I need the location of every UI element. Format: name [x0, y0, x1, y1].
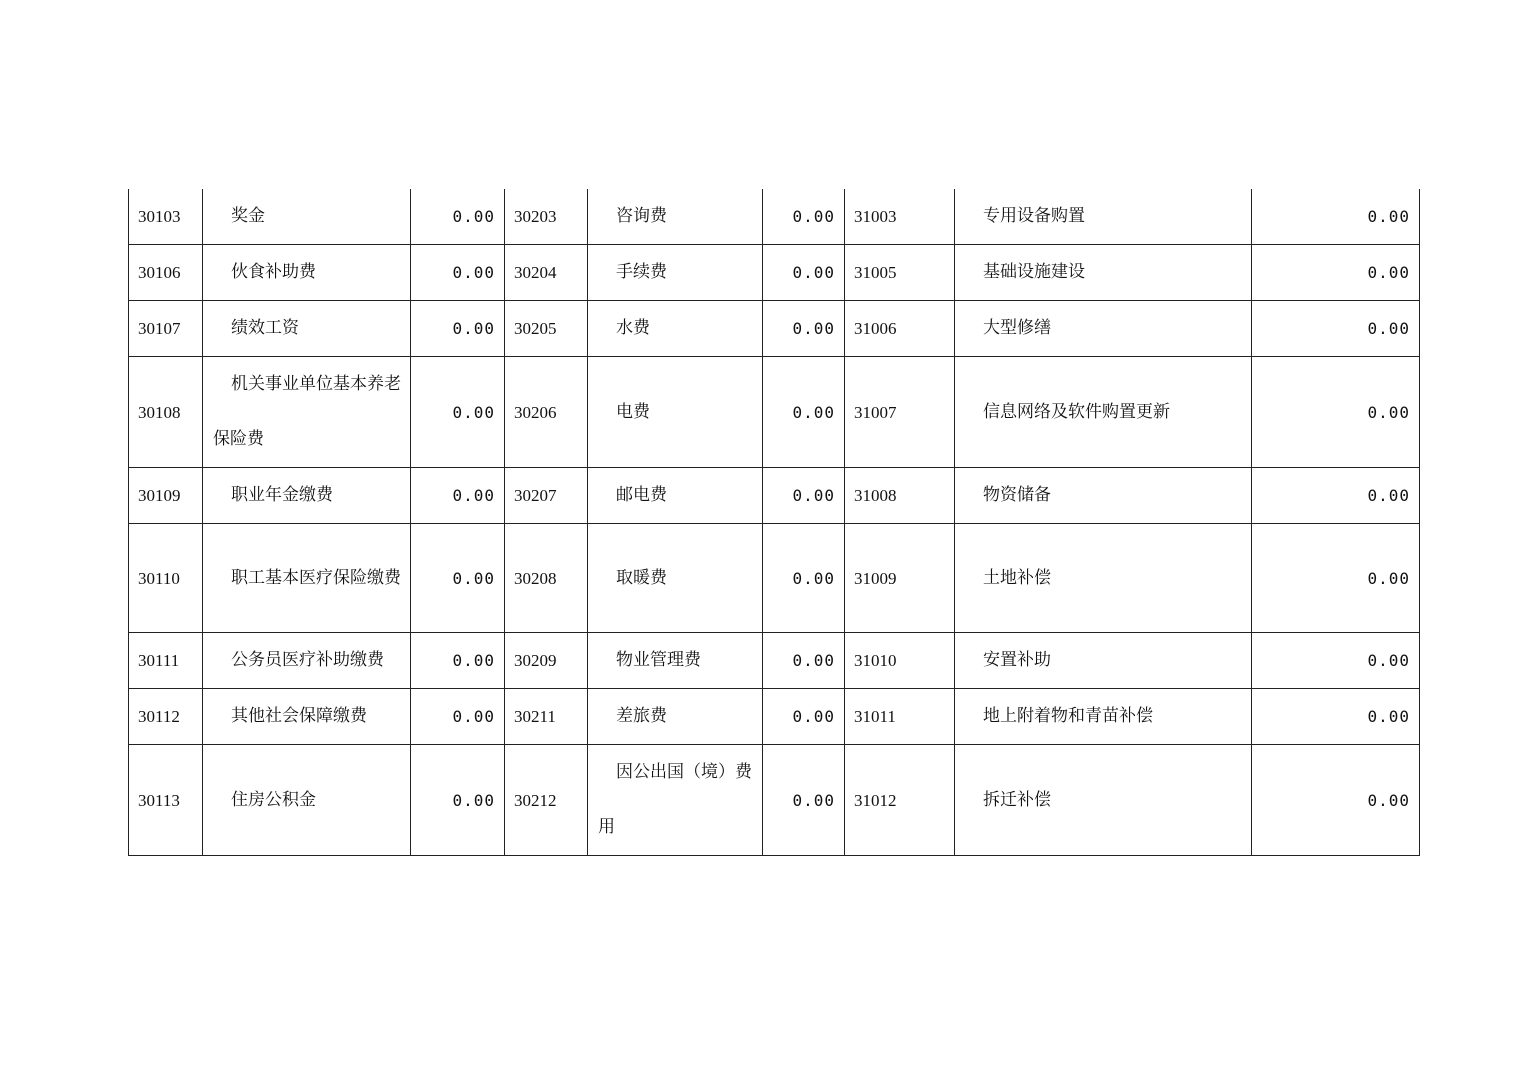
table-row — [129, 357, 1420, 468]
code-cell: 30206 — [505, 357, 588, 468]
name-cell: 邮电费 — [588, 468, 763, 524]
code-cell: 30204 — [505, 245, 588, 301]
code-cell: 30112 — [129, 689, 203, 745]
name-cell: 伙食补助费 — [203, 245, 411, 301]
table-row — [129, 745, 1420, 856]
amount-cell: 0.00 — [411, 633, 505, 689]
amount-cell: 0.00 — [1252, 189, 1420, 245]
amount-cell: 0.00 — [763, 524, 845, 633]
amount-cell: 0.00 — [1252, 745, 1420, 856]
name-cell — [203, 357, 411, 468]
amount-cell: 0.00 — [763, 468, 845, 524]
code-cell: 30103 — [129, 189, 203, 245]
amount-cell: 0.00 — [1252, 689, 1420, 745]
name-cell: 安置补助 — [955, 633, 1252, 689]
amount-cell: 0.00 — [411, 524, 505, 633]
amount-cell: 0.00 — [1252, 301, 1420, 357]
name-cell: 奖金 — [203, 189, 411, 245]
name-cell: 信息网络及软件购置更新 — [955, 357, 1252, 468]
name-cell: 手续费 — [588, 245, 763, 301]
name-cell: 职业年金缴费 — [203, 468, 411, 524]
table-row — [129, 245, 1420, 301]
code-cell: 30113 — [129, 745, 203, 856]
name-cell: 基础设施建设 — [955, 245, 1252, 301]
amount-cell: 0.00 — [411, 301, 505, 357]
amount-cell: 0.00 — [763, 301, 845, 357]
code-cell: 31007 — [845, 357, 955, 468]
name-cell: 取暖费 — [588, 524, 763, 633]
name-cell: 绩效工资 — [203, 301, 411, 357]
amount-cell: 0.00 — [411, 745, 505, 856]
code-cell: 30207 — [505, 468, 588, 524]
amount-cell: 0.00 — [1252, 633, 1420, 689]
name-cell: 物业管理费 — [588, 633, 763, 689]
code-cell: 30209 — [505, 633, 588, 689]
code-cell: 31011 — [845, 689, 955, 745]
table-row — [129, 524, 1420, 633]
name-text: 职工基本医疗保险缴费 — [231, 567, 401, 588]
code-cell: 30111 — [129, 633, 203, 689]
amount-cell: 0.00 — [763, 689, 845, 745]
name-cell: 土地补偿 — [955, 524, 1252, 633]
amount-cell: 0.00 — [763, 245, 845, 301]
code-cell: 31010 — [845, 633, 955, 689]
name-text: 机关事业单位基本养老保险费 — [213, 374, 401, 449]
budget-table-container — [128, 189, 1420, 856]
name-cell — [588, 745, 763, 856]
amount-cell: 0.00 — [763, 633, 845, 689]
code-cell: 31009 — [845, 524, 955, 633]
name-cell: 公务员医疗补助缴费 — [203, 633, 411, 689]
table-row — [129, 633, 1420, 689]
table-row — [129, 301, 1420, 357]
amount-cell: 0.00 — [411, 245, 505, 301]
name-cell: 地上附着物和青苗补偿 — [955, 689, 1252, 745]
amount-cell: 0.00 — [763, 189, 845, 245]
amount-cell: 0.00 — [1252, 524, 1420, 633]
name-cell: 大型修缮 — [955, 301, 1252, 357]
table-row — [129, 689, 1420, 745]
name-cell: 拆迁补偿 — [955, 745, 1252, 856]
code-cell: 30107 — [129, 301, 203, 357]
code-cell: 30109 — [129, 468, 203, 524]
code-cell: 31005 — [845, 245, 955, 301]
code-cell: 30208 — [505, 524, 588, 633]
name-text: 因公出国（境）费用 — [598, 762, 752, 837]
name-cell: 住房公积金 — [203, 745, 411, 856]
budget-table — [128, 189, 1420, 856]
code-cell: 31012 — [845, 745, 955, 856]
amount-cell: 0.00 — [411, 189, 505, 245]
table-row — [129, 189, 1420, 245]
name-cell: 电费 — [588, 357, 763, 468]
amount-cell: 0.00 — [411, 689, 505, 745]
code-cell: 31003 — [845, 189, 955, 245]
amount-cell: 0.00 — [763, 745, 845, 856]
name-cell: 咨询费 — [588, 189, 763, 245]
name-cell: 其他社会保障缴费 — [203, 689, 411, 745]
amount-cell: 0.00 — [1252, 468, 1420, 524]
code-cell: 30106 — [129, 245, 203, 301]
code-cell: 30108 — [129, 357, 203, 468]
code-cell: 30212 — [505, 745, 588, 856]
code-cell: 30203 — [505, 189, 588, 245]
code-cell: 31008 — [845, 468, 955, 524]
name-cell: 物资储备 — [955, 468, 1252, 524]
name-cell: 差旅费 — [588, 689, 763, 745]
code-cell: 30211 — [505, 689, 588, 745]
amount-cell: 0.00 — [411, 357, 505, 468]
code-cell: 30205 — [505, 301, 588, 357]
amount-cell: 0.00 — [763, 357, 845, 468]
table-row — [129, 468, 1420, 524]
amount-cell: 0.00 — [1252, 357, 1420, 468]
amount-cell: 0.00 — [1252, 245, 1420, 301]
code-cell: 31006 — [845, 301, 955, 357]
name-cell: 水费 — [588, 301, 763, 357]
name-cell — [203, 524, 411, 633]
code-cell: 30110 — [129, 524, 203, 633]
name-cell: 专用设备购置 — [955, 189, 1252, 245]
amount-cell: 0.00 — [411, 468, 505, 524]
